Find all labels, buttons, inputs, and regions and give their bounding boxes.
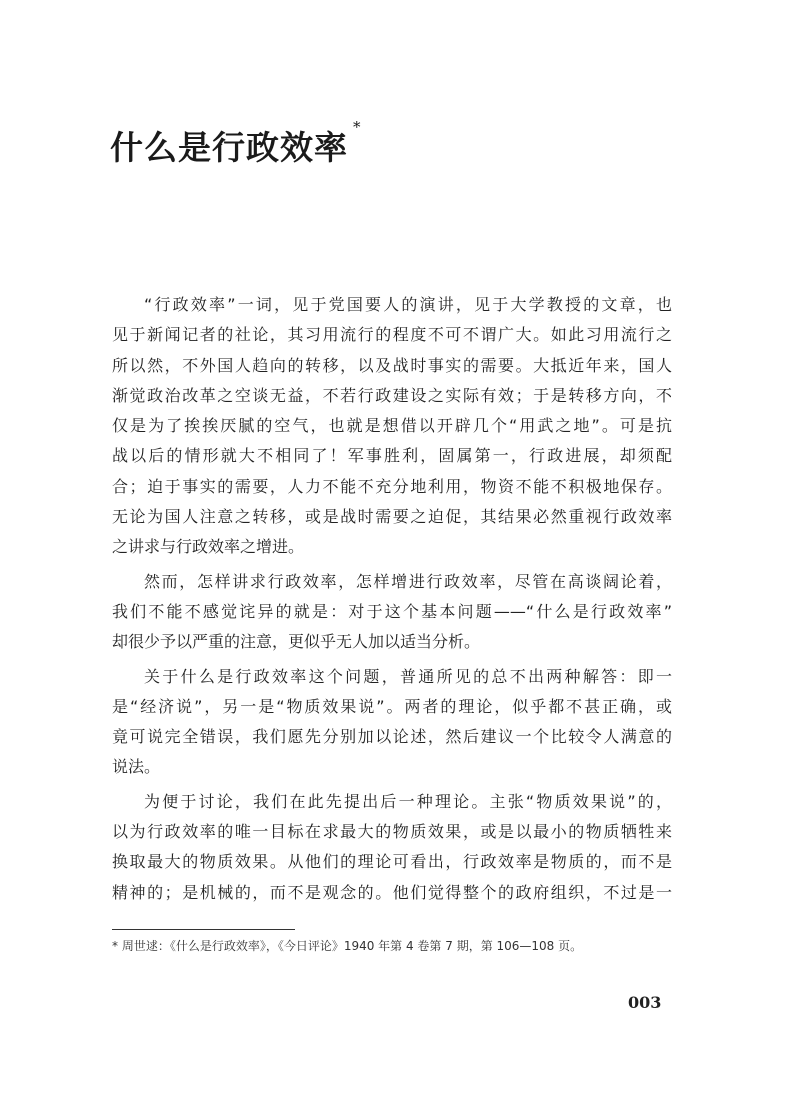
text-line: 仅是为了挨挨厌腻的空气，也就是想借以开辟几个“用武之地”。可是抗 bbox=[112, 416, 672, 436]
page-number: 003 bbox=[628, 993, 662, 1012]
footnote-marker: * bbox=[353, 118, 362, 136]
text-line: 竟可说完全错误，我们愿先分别加以论述，然后建议一个比较令人满意的 bbox=[112, 727, 672, 747]
body-text bbox=[112, 290, 672, 912]
text-line: 所以然，不外国人趋向的转移，以及战时事实的需要。大抵近年来，国人 bbox=[112, 355, 672, 375]
text-line: 我们不能不感觉诧异的就是：对于这个基本问题——“什么是行政效率” bbox=[112, 601, 672, 621]
paragraph-1 bbox=[112, 290, 672, 563]
text-line: 渐觉政治改革之空谈无益，不若行政建设之实际有效；于是转移方向，不 bbox=[112, 385, 672, 405]
footnote-divider bbox=[112, 929, 295, 930]
text-line: 合；迫于事实的需要，人力不能不充分地利用，物资不能不积极地保存。 bbox=[112, 476, 672, 496]
text-line: 关于什么是行政效率这个问题，普通所见的总不出两种解答：即一 bbox=[144, 666, 672, 686]
text-line: 换取最大的物质效果。从他们的理论可看出，行政效率是物质的，而不是 bbox=[112, 852, 672, 872]
text-line: 见于新闻记者的社论，其习用流行的程度不可不谓广大。如此习用流行之 bbox=[112, 325, 672, 345]
paragraph-3 bbox=[112, 662, 672, 783]
text-line: “行政效率”一词，见于党国要人的演讲，见于大学教授的文章，也 bbox=[144, 295, 672, 314]
text-line: 之讲求与行政效率之增进。 bbox=[112, 537, 305, 557]
text-line: 是“经济说”，另一是“物质效果说”。两者的理论，似乎都不甚正确，或 bbox=[112, 696, 672, 716]
page-title bbox=[110, 118, 362, 169]
text-line: 为便于讨论，我们在此先提出后一种理论。主张“物质效果说”的， bbox=[144, 791, 672, 811]
text-line: 然而，怎样讲求行政效率，怎样增进行政效率，尽管在高谈阔论着， bbox=[144, 571, 672, 591]
paragraph-2 bbox=[112, 567, 672, 658]
paragraph-4 bbox=[112, 787, 672, 908]
text-line: 说法。 bbox=[112, 757, 161, 777]
text-line: 以为行政效率的唯一目标在求最大的物质效果，或是以最小的物质牺牲来 bbox=[112, 822, 672, 842]
text-line: 无论为国人注意之转移，或是战时需要之迫促，其结果必然重视行政效率 bbox=[112, 507, 672, 527]
text-line: 战以后的情形就大不相同了！军事胜利，固属第一，行政进展，却须配 bbox=[112, 446, 672, 466]
footnote: * 周世逑：《什么是行政效率》，《今日评论》1940 年第 4 卷第 7 期，第 106—108 页。 bbox=[112, 939, 583, 953]
title-text: 什么是行政效率 bbox=[110, 128, 348, 167]
text-line: 精神的；是机械的，而不是观念的。他们觉得整个的政府组织，不过是一 bbox=[112, 882, 672, 902]
text-line: 却很少予以严重的注意，更似乎无人加以适当分析。 bbox=[112, 632, 481, 652]
